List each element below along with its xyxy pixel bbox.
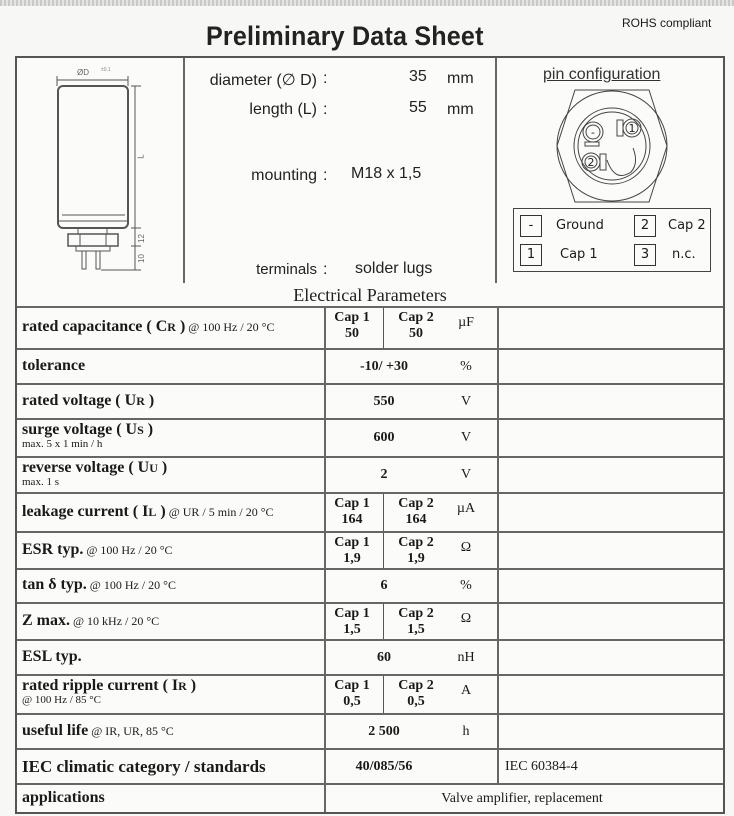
parameter-value: -10/ +30	[359, 359, 409, 374]
parameter-name-end: )	[157, 459, 168, 476]
legend-label-cap2: Cap 2	[668, 218, 706, 233]
parameter-note: IEC 60384-4	[505, 759, 578, 774]
legend-pin-ground: -	[520, 215, 542, 237]
cap2-number: 164	[405, 512, 427, 527]
terminals-label: terminals	[256, 261, 317, 278]
parameter-value-cell	[321, 750, 499, 783]
parameter-note	[499, 533, 723, 568]
parameter-row	[17, 350, 723, 385]
parameter-name-end: )	[175, 318, 186, 335]
parameter-note	[499, 570, 723, 602]
parameter-note	[499, 308, 723, 348]
mounting-colon: :	[323, 167, 328, 184]
cap2-label: Cap 2	[398, 496, 434, 511]
parameter-row	[17, 570, 723, 604]
cap2-value	[385, 494, 447, 531]
cap2-value	[385, 308, 447, 348]
legend-pin-3: 3	[634, 244, 656, 266]
cap1-label: Cap 1	[334, 496, 370, 511]
parameter-name-cell	[17, 715, 326, 748]
length-label: length (L)	[249, 101, 317, 118]
parameter-name: tolerance	[22, 356, 86, 374]
parameter-unit: Ω	[460, 611, 472, 626]
parameter-name: useful life	[22, 721, 89, 739]
parameter-note	[499, 385, 723, 418]
cap2-label: Cap 2	[398, 678, 434, 693]
parameter-note	[499, 494, 723, 531]
cap2-value	[385, 604, 447, 639]
parameter-subscript: S	[137, 423, 144, 437]
cap1-number: 1,5	[343, 622, 361, 637]
diameter-colon: :	[323, 70, 328, 87]
parameter-name-cell	[17, 570, 326, 602]
pin-legend	[513, 208, 711, 272]
mounting-label: mounting	[251, 167, 317, 184]
parameter-unit: Ω	[460, 540, 472, 555]
parameter-unit: %	[460, 359, 472, 374]
parameter-name-cell	[17, 420, 326, 456]
parameter-value-cell	[321, 676, 499, 713]
parameter-subline: max. 5 x 1 min / h	[22, 438, 103, 450]
cap1-number: 50	[345, 326, 359, 341]
pin-ground-marker: -	[591, 126, 595, 139]
pin-1-marker: 1	[628, 122, 636, 135]
connector-face-icon	[547, 88, 677, 208]
parameter-name: rated capacitance ( C	[22, 318, 168, 335]
parameter-row	[17, 308, 723, 350]
parameter-row	[17, 715, 723, 750]
parameter-name-end: )	[143, 421, 154, 438]
parameter-name: applications	[22, 788, 105, 806]
parameter-value: 6	[380, 578, 388, 593]
parameter-row	[17, 494, 723, 533]
legend-label-ground: Ground	[556, 218, 604, 233]
parameter-condition: @ IR, UR, 85 °C	[88, 723, 174, 738]
parameter-name: ESL typ.	[22, 647, 82, 665]
pin-configuration-panel	[497, 58, 723, 284]
dim-10-label: 10	[136, 254, 146, 263]
parameter-subscript: R	[178, 679, 187, 693]
parameter-name-cell	[17, 350, 326, 383]
parameter-name-end: )	[186, 677, 197, 694]
parameter-row	[17, 641, 723, 676]
page-title: Preliminary Data Sheet	[206, 21, 484, 51]
capacitor-outline-icon	[17, 58, 183, 284]
parameter-value: 40/085/56	[355, 759, 413, 774]
parameter-name: ESR typ.	[22, 540, 84, 558]
mounting-value: M18 x 1,5	[351, 165, 422, 182]
cap1-value	[321, 676, 384, 713]
parameter-name-cell	[17, 385, 326, 418]
parameter-name: rated voltage ( U	[22, 391, 137, 409]
parameter-value: 60	[377, 650, 391, 665]
diameter-label: diameter (∅ D)	[209, 72, 317, 89]
pin-2-marker: 2	[587, 156, 595, 169]
parameter-name: IEC climatic category / standards	[22, 756, 266, 776]
parameter-subline: @ 100 Hz / 85 °C	[22, 694, 101, 706]
cap1-value	[321, 494, 384, 531]
parameter-name: Z max.	[22, 611, 70, 629]
legend-pin-1: 1	[520, 244, 542, 266]
parameter-row	[17, 458, 723, 494]
cap2-number: 0,5	[407, 694, 425, 709]
parameter-subscript: U	[149, 461, 158, 475]
parameter-condition: @ 10 kHz / 20 °C	[70, 613, 160, 628]
parameter-name-cell	[17, 308, 326, 348]
parameter-name-end: )	[156, 502, 166, 520]
parameter-row	[17, 785, 723, 812]
parameter-value-cell	[321, 350, 499, 383]
legend-label-nc: n.c.	[672, 247, 696, 262]
cap1-number: 0,5	[343, 694, 361, 709]
cap2-label: Cap 2	[398, 606, 434, 621]
parameter-value-wide: Valve amplifier, replacement	[441, 791, 603, 806]
terminals-value: solder lugs	[355, 260, 433, 277]
cap1-number: 164	[341, 512, 363, 527]
parameter-note	[499, 676, 723, 713]
parameter-unit: V	[460, 430, 472, 445]
legend-pin-2: 2	[634, 215, 656, 237]
parameter-subline: max. 1 s	[22, 476, 59, 488]
cap2-label: Cap 2	[398, 535, 434, 550]
parameter-value-cell	[321, 715, 499, 748]
parameter-name-cell	[17, 676, 326, 713]
diameter-tolerance-label: ±0.1	[101, 67, 111, 73]
parameter-unit: V	[460, 394, 472, 409]
cap2-number: 1,9	[407, 551, 425, 566]
parameter-note	[499, 641, 723, 674]
parameter-unit: %	[460, 578, 472, 593]
cap2-value	[385, 533, 447, 568]
parameter-value-cell	[321, 641, 499, 674]
diameter-value: 35	[409, 68, 427, 85]
dimensions-panel	[185, 58, 497, 284]
length-value: 55	[409, 99, 427, 116]
parameter-value-cell	[321, 308, 499, 348]
parameter-note	[499, 604, 723, 639]
parameter-name-end: )	[144, 391, 155, 409]
parameter-value: 550	[373, 394, 395, 409]
parameter-name-cell	[17, 533, 326, 568]
parameter-value-cell	[321, 385, 499, 418]
length-unit: mm	[447, 101, 474, 118]
parameter-unit: nH	[457, 650, 475, 665]
parameter-note	[499, 350, 723, 383]
parameter-row	[17, 676, 723, 715]
cap1-label: Cap 1	[334, 678, 370, 693]
parameter-row	[17, 750, 723, 785]
parameter-name: leakage current ( I	[22, 502, 149, 520]
parameter-name-cell	[17, 750, 326, 783]
legend-label-cap1: Cap 1	[560, 247, 598, 262]
length-colon: :	[323, 101, 328, 118]
length-dim-label: L	[136, 154, 146, 159]
parameter-note	[499, 715, 723, 748]
parameter-unit: V	[460, 467, 472, 482]
parameter-name-cell	[17, 494, 326, 531]
parameter-value-cell	[321, 533, 499, 568]
parameter-condition: @ 100 Hz / 20 °C	[83, 542, 173, 557]
parameter-name-cell	[17, 604, 326, 639]
parameter-value: 2 500	[368, 724, 400, 739]
cap1-label: Cap 1	[334, 535, 370, 550]
parameter-value-cell	[321, 570, 499, 602]
cap1-value	[321, 604, 384, 639]
electrical-parameters-header: Electrical Parameters	[17, 283, 723, 308]
diameter-dim-label: ØD	[77, 68, 89, 77]
parameter-value-cell	[321, 604, 499, 639]
parameter-note	[499, 420, 723, 456]
scan-edge	[0, 0, 734, 6]
parameter-condition: @ UR / 5 min / 20 °C	[165, 504, 274, 519]
parameter-row	[17, 420, 723, 458]
cap1-label: Cap 1	[334, 310, 370, 325]
cap2-number: 1,5	[407, 622, 425, 637]
cap2-number: 50	[409, 326, 423, 341]
dim-12-label: 12	[136, 234, 146, 243]
cap1-label: Cap 1	[334, 606, 370, 621]
parameter-unit: A	[460, 683, 472, 698]
parameter-subscript: L	[148, 504, 157, 519]
cap2-label: Cap 2	[398, 310, 434, 325]
parameter-row	[17, 604, 723, 641]
electrical-parameters-table	[15, 283, 725, 814]
parameter-value-cell	[321, 420, 499, 456]
parameter-name: surge voltage ( U	[22, 421, 138, 438]
parameter-name-cell	[17, 458, 326, 492]
mechanical-section	[15, 56, 725, 286]
capacitor-drawing	[17, 58, 185, 284]
parameter-condition: @ 100 Hz / 20 °C	[86, 578, 176, 592]
parameter-note	[499, 458, 723, 492]
pin-configuration-title: pin configuration	[543, 66, 661, 83]
parameter-name-cell	[17, 641, 326, 674]
cap1-value	[321, 308, 384, 348]
parameter-unit: h	[462, 724, 470, 739]
diameter-unit: mm	[447, 70, 474, 87]
parameter-value: 600	[373, 430, 395, 445]
parameter-name: tan δ typ.	[22, 576, 87, 593]
parameter-name: reverse voltage ( U	[22, 459, 150, 476]
parameter-value-cell	[321, 458, 499, 492]
cap2-value	[385, 676, 447, 713]
parameter-name-cell	[17, 785, 326, 812]
parameter-unit: µA	[456, 501, 476, 516]
parameter-subscript: R	[167, 320, 176, 334]
parameter-row	[17, 385, 723, 420]
parameter-value-cell	[321, 494, 499, 531]
parameter-subscript: R	[136, 393, 145, 408]
cap1-value	[321, 533, 384, 568]
parameter-value: 2	[380, 467, 388, 482]
cap1-number: 1,9	[343, 551, 361, 566]
rohs-badge: ROHS compliant	[622, 16, 712, 30]
parameter-unit: µF	[458, 315, 474, 330]
parameter-row	[17, 533, 723, 570]
parameter-condition: @ 100 Hz / 20 °C	[185, 320, 275, 334]
terminals-colon: :	[323, 261, 328, 278]
parameter-name: rated ripple current ( I	[22, 677, 179, 694]
